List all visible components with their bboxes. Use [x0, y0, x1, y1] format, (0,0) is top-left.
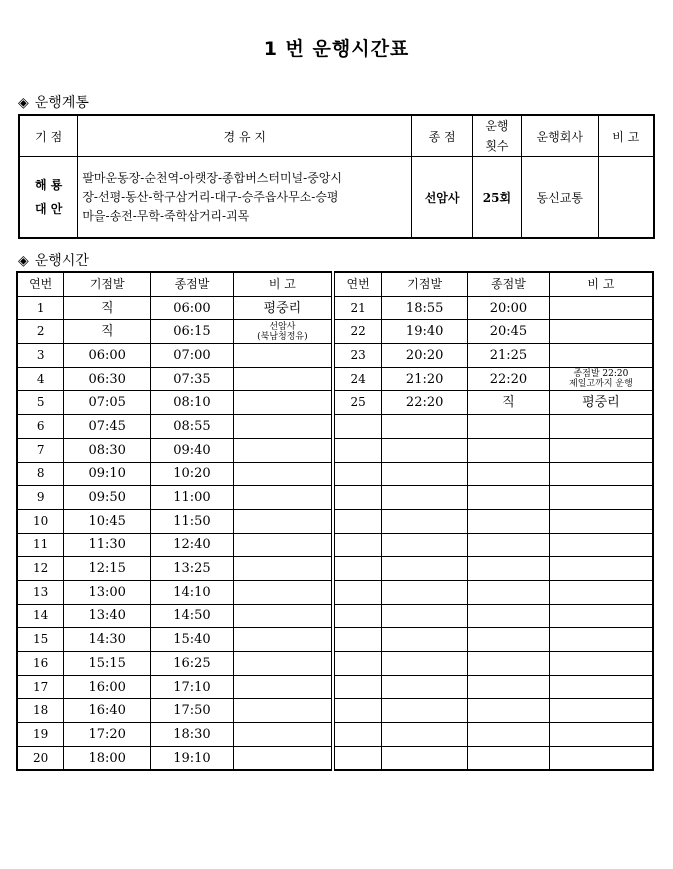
route-header-company: 운행회사 — [521, 115, 598, 157]
schedule-note — [233, 462, 333, 486]
route-note — [598, 157, 654, 239]
via-line-2: 장-선평-동산-학구삼거리-대구-승주읍사무소-승평 — [82, 189, 339, 204]
schedule-end-2: 직 — [468, 391, 550, 415]
schedule-end: 17:10 — [151, 675, 234, 699]
schedule-no: 11 — [17, 533, 64, 557]
schedule-end: 13:25 — [151, 557, 234, 581]
header-note: 비 고 — [233, 272, 333, 296]
route-trips: 25회 — [472, 157, 521, 239]
route-origin — [19, 157, 78, 239]
schedule-section-title: 운행시간 — [34, 253, 89, 269]
schedule-no-2 — [333, 675, 382, 699]
schedule-end-2: 22:20 — [468, 367, 550, 391]
schedule-start-2 — [382, 723, 468, 747]
schedule-no-2 — [333, 604, 382, 628]
schedule-end-2 — [468, 557, 550, 581]
schedule-no-2 — [333, 438, 382, 462]
schedule-note — [233, 391, 333, 415]
schedule-end: 14:50 — [151, 604, 234, 628]
schedule-start: 06:00 — [64, 344, 151, 368]
schedule-note — [233, 344, 333, 368]
schedule-note-line-1: 선암사 — [269, 321, 296, 332]
schedule-end-2 — [468, 604, 550, 628]
schedule-no: 15 — [17, 628, 64, 652]
schedule-note-2 — [549, 580, 653, 604]
schedule-note — [233, 557, 333, 581]
schedule-no-2: 23 — [333, 344, 382, 368]
schedule-end-2: 21:25 — [468, 344, 550, 368]
schedule-row — [17, 486, 653, 510]
schedule-start: 06:30 — [64, 367, 151, 391]
schedule-no: 14 — [17, 604, 64, 628]
schedule-note-2 — [549, 296, 653, 320]
schedule-note-2 — [549, 367, 653, 391]
schedule-note-2 — [549, 699, 653, 723]
schedule-no: 2 — [17, 320, 64, 344]
schedule-start: 08:30 — [64, 438, 151, 462]
route-header-trips: 운행 횟수 — [472, 115, 521, 157]
schedule-note-2 — [549, 746, 653, 770]
schedule-no: 6 — [17, 415, 64, 439]
schedule-note-2-line-2: 제일고까지 운행 — [569, 379, 633, 390]
schedule-no-2: 25 — [333, 391, 382, 415]
schedule-no-2 — [333, 415, 382, 439]
schedule-start: 17:20 — [64, 723, 151, 747]
schedule-start-2: 21:20 — [382, 367, 468, 391]
schedule-row — [17, 557, 653, 581]
schedule-no: 10 — [17, 509, 64, 533]
schedule-row — [17, 296, 653, 320]
schedule-row — [17, 675, 653, 699]
schedule-row — [17, 344, 653, 368]
schedule-start: 13:40 — [64, 604, 151, 628]
schedule-no-2: 22 — [333, 320, 382, 344]
schedule-start-2: 22:20 — [382, 391, 468, 415]
header-end: 종점발 — [151, 272, 234, 296]
schedule-end: 16:25 — [151, 652, 234, 676]
header-no: 연번 — [17, 272, 64, 296]
schedule-row — [17, 746, 653, 770]
schedule-no: 16 — [17, 652, 64, 676]
schedule-no-2 — [333, 462, 382, 486]
schedule-end: 11:00 — [151, 486, 234, 510]
schedule-end-2 — [468, 533, 550, 557]
schedule-start-2 — [382, 652, 468, 676]
schedule-note — [233, 438, 333, 462]
schedule-note-2 — [549, 652, 653, 676]
schedule-start-2 — [382, 509, 468, 533]
header-start-2: 기점발 — [382, 272, 468, 296]
schedule-no-2: 21 — [333, 296, 382, 320]
schedule-row — [17, 723, 653, 747]
schedule-start: 18:00 — [64, 746, 151, 770]
header-no-2: 연번 — [333, 272, 382, 296]
schedule-no-2 — [333, 723, 382, 747]
schedule-end-2: 20:45 — [468, 320, 550, 344]
schedule-note-2 — [549, 462, 653, 486]
schedule-end: 06:00 — [151, 296, 234, 320]
schedule-start: 16:40 — [64, 699, 151, 723]
schedule-no-2 — [333, 486, 382, 510]
schedule-start-2 — [382, 533, 468, 557]
schedule-start-2 — [382, 462, 468, 486]
schedule-start: 15:15 — [64, 652, 151, 676]
schedule-no-2 — [333, 746, 382, 770]
schedule-end-2 — [468, 415, 550, 439]
schedule-no-2 — [333, 628, 382, 652]
schedule-start: 14:30 — [64, 628, 151, 652]
schedule-row — [17, 367, 653, 391]
schedule-start-2: 18:55 — [382, 296, 468, 320]
header-end-2: 종점발 — [468, 272, 550, 296]
schedule-start-2 — [382, 415, 468, 439]
schedule-no: 19 — [17, 723, 64, 747]
schedule-no: 20 — [17, 746, 64, 770]
schedule-start-2: 20:20 — [382, 344, 468, 368]
schedule-note — [233, 675, 333, 699]
schedule-section-heading — [18, 250, 89, 270]
schedule-start: 직 — [64, 296, 151, 320]
schedule-start-2 — [382, 628, 468, 652]
schedule-note — [233, 723, 333, 747]
schedule-header-row — [17, 272, 653, 296]
schedule-start-2 — [382, 486, 468, 510]
schedule-no: 3 — [17, 344, 64, 368]
schedule-end-2 — [468, 723, 550, 747]
schedule-row — [17, 604, 653, 628]
route-header-note: 비 고 — [598, 115, 654, 157]
schedule-no-2 — [333, 533, 382, 557]
schedule-end: 08:55 — [151, 415, 234, 439]
schedule-note — [233, 652, 333, 676]
schedule-no: 1 — [17, 296, 64, 320]
schedule-no-2 — [333, 699, 382, 723]
schedule-note-2 — [549, 675, 653, 699]
schedule-row — [17, 652, 653, 676]
schedule-no-2 — [333, 509, 382, 533]
schedule-note-line-2: (북남청정유) — [257, 331, 308, 342]
schedule-end-2 — [468, 699, 550, 723]
schedule-note — [233, 604, 333, 628]
header-start: 기점발 — [64, 272, 151, 296]
schedule-start-2 — [382, 604, 468, 628]
schedule-row — [17, 438, 653, 462]
schedule-no-2 — [333, 652, 382, 676]
schedule-start-2 — [382, 746, 468, 770]
schedule-end-2 — [468, 462, 550, 486]
schedule-start-2 — [382, 557, 468, 581]
via-line-1: 팔마운동장-순천역-아랫장-종합버스터미널-중앙시 — [82, 170, 342, 185]
origin-line-2: 대 안 — [34, 202, 63, 216]
schedule-start-2 — [382, 580, 468, 604]
schedule-note — [233, 320, 333, 344]
schedule-end-2 — [468, 746, 550, 770]
schedule-note — [233, 580, 333, 604]
schedule-no: 9 — [17, 486, 64, 510]
via-line-3: 마을-송전-무학-죽학삼거리-괴목 — [82, 208, 250, 223]
schedule-no: 13 — [17, 580, 64, 604]
schedule-end: 12:40 — [151, 533, 234, 557]
schedule-start: 09:10 — [64, 462, 151, 486]
schedule-end: 08:10 — [151, 391, 234, 415]
schedule-end-2 — [468, 438, 550, 462]
schedule-row — [17, 509, 653, 533]
schedule-start: 07:05 — [64, 391, 151, 415]
schedule-start: 16:00 — [64, 675, 151, 699]
schedule-end: 17:50 — [151, 699, 234, 723]
schedule-row — [17, 391, 653, 415]
schedule-note — [233, 486, 333, 510]
route-header-terminus: 종 점 — [412, 115, 473, 157]
schedule-note: 평중리 — [233, 296, 333, 320]
schedule-body — [17, 296, 653, 770]
schedule-no: 4 — [17, 367, 64, 391]
schedule-end-2 — [468, 486, 550, 510]
schedule-end: 18:30 — [151, 723, 234, 747]
schedule-end-2: 20:00 — [468, 296, 550, 320]
schedule-row — [17, 628, 653, 652]
page-title: 1 번 운행시간표 — [263, 38, 410, 60]
schedule-note-2 — [549, 415, 653, 439]
schedule-end: 10:20 — [151, 462, 234, 486]
origin-line-1: 해 룡 — [34, 178, 63, 192]
route-body-row — [19, 157, 654, 239]
diamond-bullet-icon: ◈ — [18, 95, 29, 111]
schedule-note — [233, 415, 333, 439]
schedule-start: 12:15 — [64, 557, 151, 581]
schedule-start: 09:50 — [64, 486, 151, 510]
schedule-end: 06:15 — [151, 320, 234, 344]
schedule-no: 5 — [17, 391, 64, 415]
schedule-end-2 — [468, 509, 550, 533]
schedule-start-2 — [382, 675, 468, 699]
diamond-bullet-icon: ◈ — [18, 253, 29, 269]
route-header-origin: 기 점 — [19, 115, 78, 157]
route-via — [78, 157, 412, 239]
schedule-no-2: 24 — [333, 367, 382, 391]
route-company: 동신교통 — [521, 157, 598, 239]
schedule-note — [233, 509, 333, 533]
schedule-note-2 — [549, 320, 653, 344]
schedule-note — [233, 533, 333, 557]
schedule-end: 09:40 — [151, 438, 234, 462]
schedule-start: 11:30 — [64, 533, 151, 557]
schedule-end: 11:50 — [151, 509, 234, 533]
schedule-start: 07:45 — [64, 415, 151, 439]
route-header-row — [19, 115, 654, 157]
schedule-note-2: 평중리 — [549, 391, 653, 415]
schedule-note-2-line-1: 종점발 22:20 — [573, 369, 629, 380]
schedule-end: 15:40 — [151, 628, 234, 652]
schedule-end-2 — [468, 628, 550, 652]
schedule-start: 13:00 — [64, 580, 151, 604]
schedule-no-2 — [333, 580, 382, 604]
schedule-end-2 — [468, 652, 550, 676]
schedule-no: 18 — [17, 699, 64, 723]
route-terminus: 선암사 — [412, 157, 473, 239]
schedule-note — [233, 367, 333, 391]
route-header-via: 경 유 지 — [78, 115, 412, 157]
schedule-end: 07:35 — [151, 367, 234, 391]
schedule-note-2 — [549, 438, 653, 462]
header-note-2: 비 고 — [549, 272, 653, 296]
schedule-row — [17, 533, 653, 557]
route-table — [18, 114, 655, 239]
schedule-note — [233, 746, 333, 770]
schedule-end: 07:00 — [151, 344, 234, 368]
schedule-note-2 — [549, 628, 653, 652]
schedule-start: 직 — [64, 320, 151, 344]
route-section-heading — [18, 92, 89, 112]
route-section-title: 운행계통 — [34, 95, 89, 111]
schedule-end: 19:10 — [151, 746, 234, 770]
schedule-table — [16, 271, 654, 771]
schedule-note-2 — [549, 509, 653, 533]
schedule-end-2 — [468, 675, 550, 699]
schedule-row — [17, 320, 653, 344]
schedule-start: 10:45 — [64, 509, 151, 533]
schedule-end: 14:10 — [151, 580, 234, 604]
schedule-note-2 — [549, 557, 653, 581]
schedule-row — [17, 415, 653, 439]
schedule-note-2 — [549, 533, 653, 557]
schedule-row — [17, 462, 653, 486]
schedule-no-2 — [333, 557, 382, 581]
schedule-note-2 — [549, 486, 653, 510]
schedule-end-2 — [468, 580, 550, 604]
schedule-note — [233, 628, 333, 652]
schedule-no: 7 — [17, 438, 64, 462]
schedule-note-2 — [549, 723, 653, 747]
schedule-note-2 — [549, 344, 653, 368]
schedule-start-2 — [382, 699, 468, 723]
schedule-no: 12 — [17, 557, 64, 581]
schedule-start-2 — [382, 438, 468, 462]
schedule-note — [233, 699, 333, 723]
schedule-no: 8 — [17, 462, 64, 486]
schedule-note-2 — [549, 604, 653, 628]
schedule-no: 17 — [17, 675, 64, 699]
schedule-start-2: 19:40 — [382, 320, 468, 344]
schedule-row — [17, 580, 653, 604]
schedule-row — [17, 699, 653, 723]
